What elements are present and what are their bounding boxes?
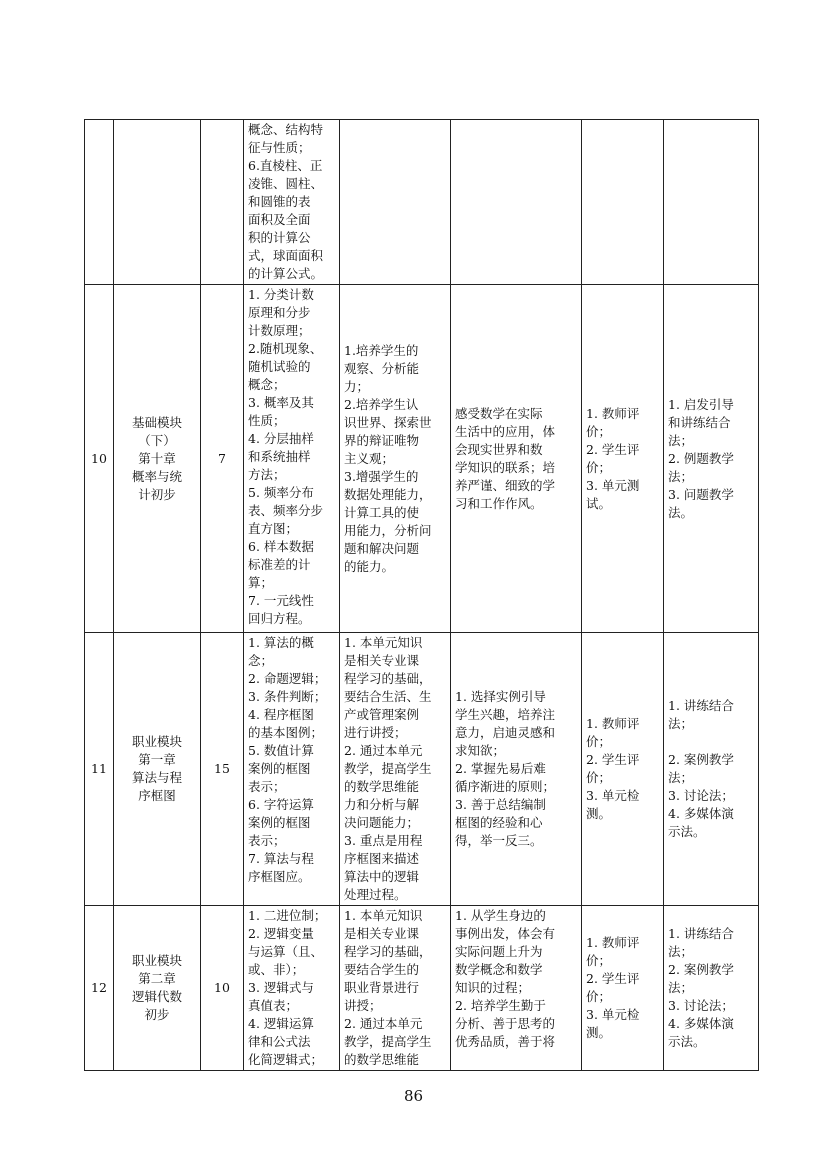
cell-line: 5. 数值计算 <box>248 743 314 758</box>
cell-line: 4. 逻辑运算 <box>248 1016 314 1031</box>
cell-line: 的基本图例； <box>248 725 324 740</box>
cell-line: 4. 分层抽样 <box>248 431 314 446</box>
cell-line: 法。 <box>668 504 694 520</box>
cell-line <box>668 733 754 751</box>
cell-line: 3. 讨论法； <box>668 998 734 1013</box>
cell-line: 学知识的联系；培 <box>455 459 556 475</box>
cell-line: 2.培养学生认 <box>344 396 419 412</box>
cell-hours <box>201 120 244 285</box>
cell-quality <box>451 285 582 633</box>
cell-line: 算法与程 <box>131 770 182 785</box>
cell-line: 2.随机现象、 <box>248 341 323 356</box>
cell-line: 案例的框图 <box>248 761 311 776</box>
cell-line: 界的辩证唯物 <box>344 432 420 448</box>
cell-line: 1. 讲练结合 <box>668 926 734 941</box>
cell-line: 观察、分析能 <box>344 360 420 376</box>
cell-line: 1. 本单元知识 <box>344 908 423 923</box>
cell-line: 随机试验的 <box>248 359 311 374</box>
cell-line: 得，举一反三。 <box>455 833 543 848</box>
cell-line: 序框图来描述 <box>344 851 420 866</box>
cell-line: 7. 算法与程 <box>248 851 314 866</box>
cell-line: 示法。 <box>668 1034 706 1049</box>
cell-line: 2. 培养学生勤于 <box>455 998 546 1013</box>
cell-line: 讲授； <box>344 998 382 1013</box>
cell-line: 3. 概率及其 <box>248 395 314 410</box>
cell-line: 3. 条件判断； <box>248 689 327 704</box>
cell-line: 养严谨、细致的学 <box>455 477 556 493</box>
cell-quality <box>451 906 582 1071</box>
cell-evaluation <box>582 285 664 633</box>
cell-line: 3. 讨论法； <box>668 788 734 803</box>
cell-line: 4. 多媒体演 <box>668 1016 734 1031</box>
cell-evaluation <box>582 120 664 285</box>
cell-ability <box>340 285 451 633</box>
cell-line: 学生兴趣，培养注 <box>455 707 556 722</box>
cell-line: 2. 通过本单元 <box>344 1016 423 1031</box>
cell-content <box>244 906 340 1071</box>
cell-line: 决问题能力； <box>344 815 420 830</box>
cell-line: 序框图 <box>138 788 176 803</box>
cell-line: 法； <box>668 468 694 484</box>
cell-line: 计数原理； <box>248 323 311 338</box>
cell-line: 6.直棱柱、正 <box>248 158 323 173</box>
cell-line: 4. 程序框图 <box>248 707 314 722</box>
cell-line: 初步 <box>144 1007 170 1022</box>
cell-no: 11 <box>85 633 114 906</box>
cell-line: 概念； <box>248 377 286 392</box>
cell-line: 直方图； <box>248 521 299 536</box>
cell-line: 程学习的基础， <box>344 944 432 959</box>
cell-line: 数据处理能力， <box>344 486 432 502</box>
cell-line: 力； <box>344 378 370 394</box>
cell-line: 的数学思维能 <box>344 779 420 794</box>
cell-line: 算； <box>248 575 274 590</box>
cell-line: 法； <box>668 716 694 731</box>
cell-line: 3. 单元检 <box>586 1007 640 1022</box>
table-row <box>85 120 759 285</box>
cell-module <box>114 285 201 633</box>
cell-line: 6. 字符运算 <box>248 797 314 812</box>
cell-line: 表示； <box>248 779 286 794</box>
cell-no: 10 <box>85 285 114 633</box>
cell-line: 计算工具的使 <box>344 504 420 520</box>
cell-line: 3. 单元测 <box>586 477 640 493</box>
cell-line: 7. 一元线性 <box>248 593 314 608</box>
cell-line: 2. 例题教学 <box>668 450 734 466</box>
cell-line: 会现实世界和数 <box>455 441 543 457</box>
cell-line: 第十章 <box>138 450 176 466</box>
cell-module <box>114 906 201 1071</box>
cell-line: 程学习的基础， <box>344 671 432 686</box>
cell-line: 职业背景进行 <box>344 980 420 995</box>
cell-line: 产或管理案例 <box>344 707 420 722</box>
cell-line: 表示； <box>248 833 286 848</box>
cell-line: 表、频率分步 <box>248 503 324 518</box>
cell-no <box>85 120 114 285</box>
cell-hours: 7 <box>201 285 244 633</box>
cell-line: 测。 <box>586 1025 612 1040</box>
cell-line: 2. 掌握先易后难 <box>455 761 546 776</box>
cell-line: 化简逻辑式； <box>248 1052 324 1067</box>
cell-line: 或、非）； <box>248 962 305 977</box>
cell-line: 标准差的计 <box>248 557 311 572</box>
page-number: 86 <box>403 1087 424 1105</box>
cell-hours: 15 <box>201 633 244 906</box>
cell-line: 2. 学生评 <box>586 752 640 767</box>
cell-line: 价； <box>586 770 612 785</box>
cell-line: 5. 频率分布 <box>248 485 314 500</box>
cell-ability <box>340 633 451 906</box>
cell-line: 计初步 <box>138 486 176 502</box>
cell-line: 价； <box>586 953 612 968</box>
cell-line: 基础模块 <box>131 414 182 430</box>
cell-line: 1. 分类计数 <box>248 287 314 302</box>
cell-line: 3. 逻辑式与 <box>248 980 314 995</box>
cell-line: 价； <box>586 423 612 439</box>
cell-line: 价； <box>586 734 612 749</box>
cell-line: 2. 案例教学 <box>668 962 734 977</box>
cell-line: 2. 逻辑变量 <box>248 926 314 941</box>
cell-line: 2. 学生评 <box>586 971 640 986</box>
cell-line: 式，球面面积 <box>248 248 324 263</box>
cell-quality <box>451 633 582 906</box>
cell-line: 和系统抽样 <box>248 449 311 464</box>
cell-line: 1. 选择实例引导 <box>455 689 546 704</box>
cell-content <box>244 633 340 906</box>
cell-line: 算法中的逻辑 <box>344 869 420 884</box>
cell-methods <box>664 120 759 285</box>
cell-line: 测。 <box>586 806 612 821</box>
cell-methods <box>664 633 759 906</box>
cell-line: 题和解决问题 <box>344 540 420 556</box>
cell-line: 概念、结构特 <box>248 122 324 137</box>
cell-line: 方法； <box>248 467 286 482</box>
cell-line: 案例的框图 <box>248 815 311 830</box>
cell-line: 主义观； <box>344 450 395 466</box>
cell-methods <box>664 285 759 633</box>
cell-line: 第一章 <box>138 752 176 767</box>
cell-line: 3.增强学生的 <box>344 468 419 484</box>
cell-line: 3. 问题教学 <box>668 486 734 502</box>
cell-line: 教学，提高学生 <box>344 761 432 776</box>
cell-line: 性质； <box>248 413 286 428</box>
cell-line: 感受数学在实际 <box>455 405 543 421</box>
cell-module <box>114 633 201 906</box>
cell-line: 1. 从学生身边的 <box>455 908 546 923</box>
cell-hours: 10 <box>201 906 244 1071</box>
cell-line: 第二章 <box>138 971 176 986</box>
cell-line: 3. 善于总结编制 <box>455 797 546 812</box>
cell-line: 法； <box>668 432 694 448</box>
cell-line: 法； <box>668 770 694 785</box>
cell-line: 3. 单元检 <box>586 788 640 803</box>
cell-line: 逻辑代数 <box>131 989 182 1004</box>
cell-line: 1. 本单元知识 <box>344 635 423 650</box>
cell-quality <box>451 120 582 285</box>
cell-line: 6. 样本数据 <box>248 539 314 554</box>
table-body <box>85 120 759 1071</box>
cell-line: 与运算（且、 <box>248 944 324 959</box>
cell-ability <box>340 120 451 285</box>
cell-line: 识世界、探索世 <box>344 414 432 430</box>
cell-line: 是相关专业课 <box>344 926 420 941</box>
cell-line: 和讲练结合 <box>668 414 731 430</box>
cell-line: 的能力。 <box>344 558 395 574</box>
cell-line: 征与性质； <box>248 140 311 155</box>
cell-line: 4. 多媒体演 <box>668 806 734 821</box>
table-row <box>85 633 759 906</box>
cell-content <box>244 285 340 633</box>
cell-line: 生活中的应用，体 <box>455 423 556 439</box>
cell-line: 职业模块 <box>131 734 182 749</box>
cell-line: 概率与统 <box>131 468 182 484</box>
cell-line: 实际问题上升为 <box>455 944 543 959</box>
cell-line: 的计算公式。 <box>248 266 324 281</box>
cell-line: （下） <box>138 432 176 448</box>
cell-line: 价； <box>586 459 612 475</box>
cell-line: 知识的过程； <box>455 980 531 995</box>
cell-line: 1. 教师评 <box>586 935 640 950</box>
cell-line: 要结合学生的 <box>344 962 420 977</box>
cell-no: 12 <box>85 906 114 1071</box>
cell-line: 法； <box>668 980 694 995</box>
cell-content <box>244 120 340 285</box>
cell-line: 1. 教师评 <box>586 716 640 731</box>
cell-line: 力和分析与解 <box>344 797 420 812</box>
cell-line: 循序渐进的原则； <box>455 779 556 794</box>
cell-line: 价； <box>586 989 612 1004</box>
cell-line: 数学概念和数学 <box>455 962 543 977</box>
cell-line: 意力，启迪灵感和 <box>455 725 556 740</box>
cell-line: 原理和分步 <box>248 305 311 320</box>
cell-line: 框图的经验和心 <box>455 815 543 830</box>
cell-line: 面积及全面 <box>248 212 311 227</box>
cell-line: 1. 教师评 <box>586 405 640 421</box>
cell-line: 真值表； <box>248 998 299 1013</box>
cell-line: 和圆锥的表 <box>248 194 311 209</box>
cell-line: 是相关专业课 <box>344 653 420 668</box>
cell-line: 1. 算法的概 <box>248 635 314 650</box>
cell-line: 试。 <box>586 495 612 511</box>
cell-line: 序框图应。 <box>248 869 311 884</box>
cell-line: 要结合生活、生 <box>344 689 432 704</box>
cell-line: 1. 讲练结合 <box>668 698 734 713</box>
cell-line: 积的计算公 <box>248 230 311 245</box>
cell-line: 求知欲； <box>455 743 506 758</box>
cell-line: 1. 启发引导 <box>668 396 734 412</box>
table-row <box>85 285 759 633</box>
cell-module <box>114 120 201 285</box>
cell-line: 优秀品质，善于将 <box>455 1034 556 1049</box>
cell-line: 处理过程。 <box>344 887 407 902</box>
cell-line: 2. 通过本单元 <box>344 743 423 758</box>
cell-methods <box>664 906 759 1071</box>
cell-line: 习和工作作风。 <box>455 495 543 511</box>
curriculum-table <box>84 119 759 1071</box>
cell-line: 律和公式法 <box>248 1034 311 1049</box>
cell-line: 用能力，分析问 <box>344 522 432 538</box>
cell-line: 法； <box>668 944 694 959</box>
cell-line: 2. 学生评 <box>586 441 640 457</box>
cell-line: 事例出发，体会有 <box>455 926 556 941</box>
cell-line: 2. 案例教学 <box>668 752 734 767</box>
table-row <box>85 906 759 1071</box>
cell-line: 凌锥、圆柱、 <box>248 176 324 191</box>
cell-evaluation <box>582 633 664 906</box>
cell-line: 念； <box>248 653 274 668</box>
cell-line: 2. 命题逻辑； <box>248 671 327 686</box>
cell-line: 示法。 <box>668 824 706 839</box>
cell-line: 教学，提高学生 <box>344 1034 432 1049</box>
cell-line: 1. 二进位制； <box>248 908 327 923</box>
cell-line: 回归方程。 <box>248 611 311 626</box>
cell-line: 进行讲授； <box>344 725 407 740</box>
cell-ability <box>340 906 451 1071</box>
cell-evaluation <box>582 906 664 1071</box>
cell-line: 分析、善于思考的 <box>455 1016 556 1031</box>
cell-line: 职业模块 <box>131 953 182 968</box>
cell-line: 的数学思维能 <box>344 1052 420 1067</box>
cell-line: 3. 重点是用程 <box>344 833 423 848</box>
cell-line: 1.培养学生的 <box>344 342 419 358</box>
